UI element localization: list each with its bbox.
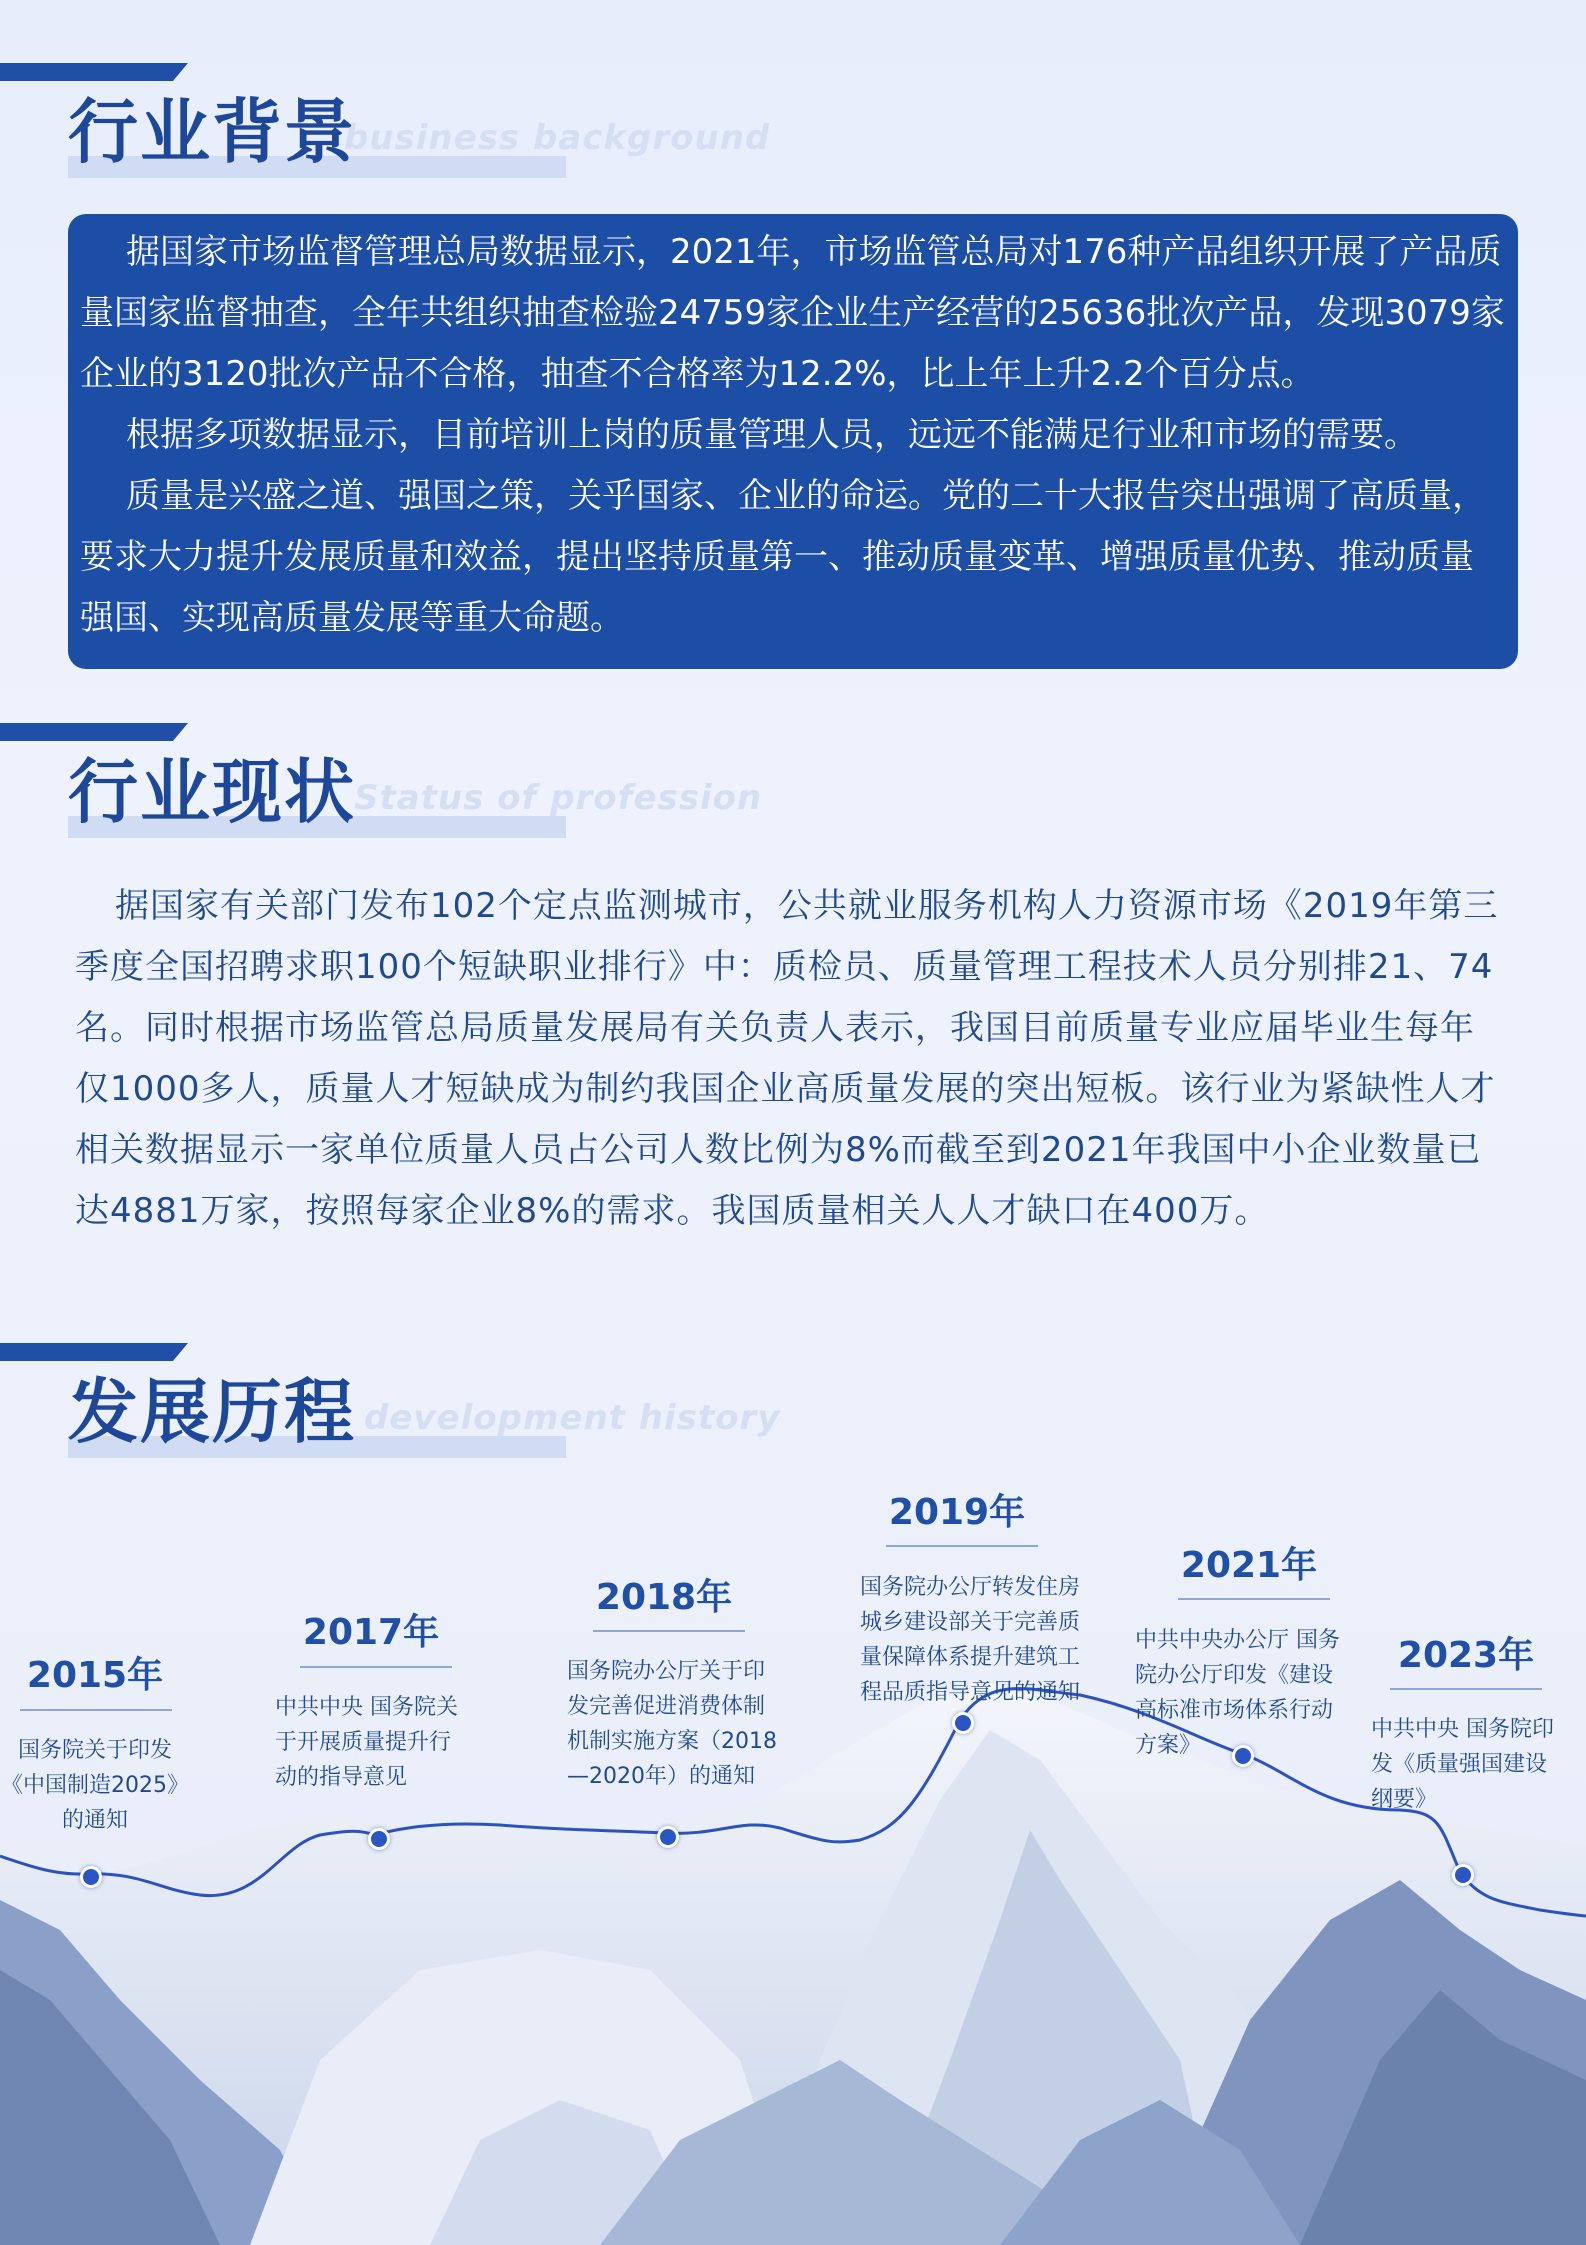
timeline-desc-2018 [567,1654,807,1794]
section-history-title: 发展历程 [68,1371,356,1453]
timeline-desc-2023 [1371,1712,1581,1817]
timeline-desc-line: 高标准市场体系行动 [1135,1698,1334,1723]
timeline-year-2017: 2017年 [302,1612,440,1653]
timeline-desc-line: —2020年）的通知 [567,1764,755,1789]
timeline-desc-line: 《中国制造2025》 [1,1773,189,1798]
timeline-desc-2021 [1135,1623,1375,1763]
timeline-year-2018: 2018年 [595,1577,733,1618]
timeline-desc-line: 发《质量强国建设 [1371,1752,1548,1777]
timeline-year-2019: 2019年 [888,1492,1026,1533]
timeline-desc-line: 方案》 [1135,1733,1202,1758]
timeline-desc-line: 中共中央 国务院印 [1371,1717,1554,1742]
timeline-year-divider [1178,1598,1330,1600]
timeline-year-divider [593,1630,745,1632]
timeline-year-2023: 2023年 [1397,1635,1535,1676]
timeline-year-divider [20,1709,172,1711]
background-paragraph: 根据多项数据显示，目前培训上岗的质量管理人员，远远不能满足行业和市场的需要。 [126,415,1418,455]
timeline-year-divider [1390,1688,1542,1690]
timeline-desc-line: 国务院关于印发 [17,1738,172,1763]
section-bar-decoration [0,63,188,81]
timeline-dot-2017 [368,1828,390,1850]
timeline-desc-line: 纲要》 [1371,1787,1438,1812]
timeline-dot-2021 [1232,1745,1254,1767]
timeline-desc-2019 [860,1570,1110,1710]
timeline-desc-line: 量保障体系提升建筑工 [860,1645,1081,1670]
section-background-subtitle-en: business background [344,118,771,158]
status-text-block [75,876,1505,1242]
timeline-year-divider [886,1545,1038,1547]
section-history-subtitle-en: development history [364,1398,781,1438]
timeline-desc-2017 [275,1690,495,1795]
timeline-desc-line: 发完善促进消费体制 [567,1694,766,1719]
timeline-desc-line: 国务院办公厅转发住房 [860,1575,1081,1600]
timeline-desc-line: 中共中央办公厅 国务 [1135,1628,1340,1653]
timeline-year-divider [300,1666,452,1668]
timeline-desc-line: 机制实施方案（2018 [567,1729,777,1754]
timeline-year-2015: 2015年 [26,1655,164,1696]
timeline-desc-line: 院办公厅印发《建设 [1135,1663,1334,1688]
timeline-desc-line: 程品质指导意见的通知 [860,1680,1081,1705]
background-paragraph: 质量是兴盛之道、强国之策，关乎国家、企业的命运。党的二十大报告突出强调了高质量，要求大力提升发展质量和效益，提出坚持质量第一、推动质量变革、增强质量优势、推动质量强国、实现高质量发展等重大命题。 [80,476,1486,638]
timeline-desc-line: 城乡建设部关于完善质 [860,1610,1081,1635]
timeline-desc-2015 [0,1733,190,1838]
timeline-desc-line: 的通知 [61,1808,128,1833]
section-background-title: 行业背景 [68,91,356,173]
timeline-desc-line: 中共中央 国务院关 [275,1695,458,1720]
timeline-desc-line: 于开展质量提升行 [275,1730,452,1755]
timeline-dot-2019 [952,1712,974,1734]
section-bar-decoration [0,723,188,741]
background-paragraph: 据国家市场监督管理总局数据显示，2021年，市场监管总局对176种产品组织开展了产品质量国家监督抽查，全年共组织抽查检验24759家企业生产经营的25636批次产品，发现3079家企业的3120批次产品不合格，抽查不合格率为12.2%，比上年上升2.2个百分点。 [80,232,1505,394]
section-bar-decoration [0,1343,188,1361]
timeline-dot-2023 [1452,1864,1474,1886]
timeline-desc-line: 国务院办公厅关于印 [567,1659,766,1684]
section-status-subtitle-en: Status of profession [354,778,763,818]
timeline-dot-2018 [657,1826,679,1848]
timeline-desc-line: 动的指导意见 [275,1765,408,1790]
status-paragraph: 据国家有关部门发布102个定点监测城市，公共就业服务机构人力资源市场《2019年第三季度全国招聘求职100个短缺职业排行》中：质检员、质量管理工程技术人员分别排21、74名。同时根据市场监管总局质量发展局有关负责人表示，我国目前质量专业应届毕业生每年仅1000多人，质量人才短缺成为制约我国企业高质量发展的突出短板。该行业为紧缺性人才相关数据显示一家单位质量人员占公司人数比例为8%而截至到2021年我国中小企业数量已达4881万家，按照每家企业8%的需求。我国质量相关人人才缺口在400万。 [75,886,1499,1231]
background-text-box [68,214,1518,669]
timeline-dot-2015 [80,1866,102,1888]
timeline-year-2021: 2021年 [1180,1545,1318,1586]
section-status-title: 行业现状 [68,751,356,833]
